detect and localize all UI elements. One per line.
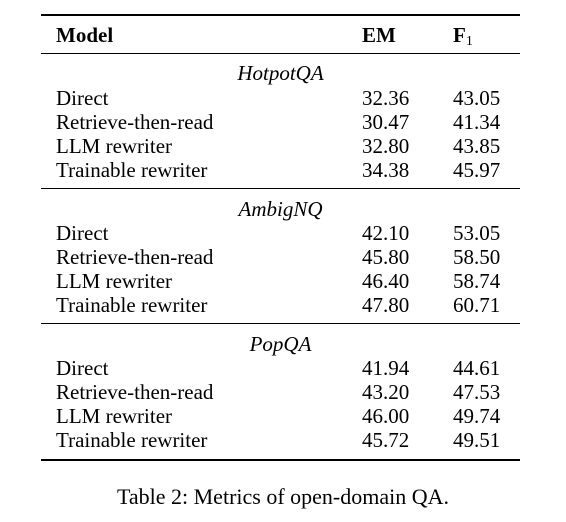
table-row-em: 32.80	[362, 134, 410, 158]
table-row-em: 30.47	[362, 110, 410, 134]
table-row-model: Direct	[56, 356, 109, 380]
top-rule	[41, 14, 520, 16]
table-row-model: Direct	[56, 221, 109, 245]
header-model: Model	[56, 23, 114, 47]
table-row-em: 34.38	[362, 158, 410, 182]
table-row-f1: 44.61	[453, 356, 501, 380]
table-row-model: Direct	[56, 86, 109, 110]
header-f1	[453, 23, 473, 54]
table-row-f1: 53.05	[453, 221, 501, 245]
table-row-model: Trainable rewriter	[56, 293, 208, 317]
section-title-ambignq: AmbigNQ	[238, 197, 323, 221]
table-row-f1: 58.74	[453, 269, 501, 293]
table-row-model: LLM rewriter	[56, 404, 173, 428]
table-row-f1: 47.53	[453, 380, 501, 404]
table-row-em: 45.80	[362, 245, 410, 269]
table-row-em: 46.40	[362, 269, 410, 293]
header-rule	[41, 53, 520, 54]
table-row-f1: 60.71	[453, 293, 501, 317]
table-row-model: LLM rewriter	[56, 269, 173, 293]
header-em: EM	[362, 23, 396, 47]
table-caption: Table 2: Metrics of open-domain QA.	[116, 484, 450, 509]
table-row-model: LLM rewriter	[56, 134, 173, 158]
table-row-model: Retrieve-then-read	[56, 110, 214, 134]
table-row-f1: 45.97	[453, 158, 501, 182]
table-row-em: 47.80	[362, 293, 410, 317]
table-row-model: Retrieve-then-read	[56, 245, 214, 269]
table-row-em: 45.72	[362, 428, 410, 452]
table-row-f1: 43.05	[453, 86, 501, 110]
table-row-f1: 49.74	[453, 404, 501, 428]
section-rule	[41, 323, 520, 324]
header-f1-sub: 1	[465, 34, 473, 49]
table-row-f1: 43.85	[453, 134, 501, 158]
bottom-rule	[41, 459, 520, 461]
table-row-model: Trainable rewriter	[56, 158, 208, 182]
section-rule	[41, 188, 520, 189]
table-row-model: Retrieve-then-read	[56, 380, 214, 404]
header-f1-base: F	[453, 23, 466, 47]
table-row-f1: 41.34	[453, 110, 501, 134]
table-row-model: Trainable rewriter	[56, 428, 208, 452]
table-row-f1: 58.50	[453, 245, 501, 269]
table-row-em: 46.00	[362, 404, 410, 428]
table-row-em: 43.20	[362, 380, 410, 404]
section-title-hotpotqa: HotpotQA	[237, 61, 324, 85]
table-row-em: 41.94	[362, 356, 410, 380]
section-title-popqa: PopQA	[249, 332, 312, 356]
table-row-em: 32.36	[362, 86, 410, 110]
table-row-f1: 49.51	[453, 428, 501, 452]
table-row-em: 42.10	[362, 221, 410, 245]
